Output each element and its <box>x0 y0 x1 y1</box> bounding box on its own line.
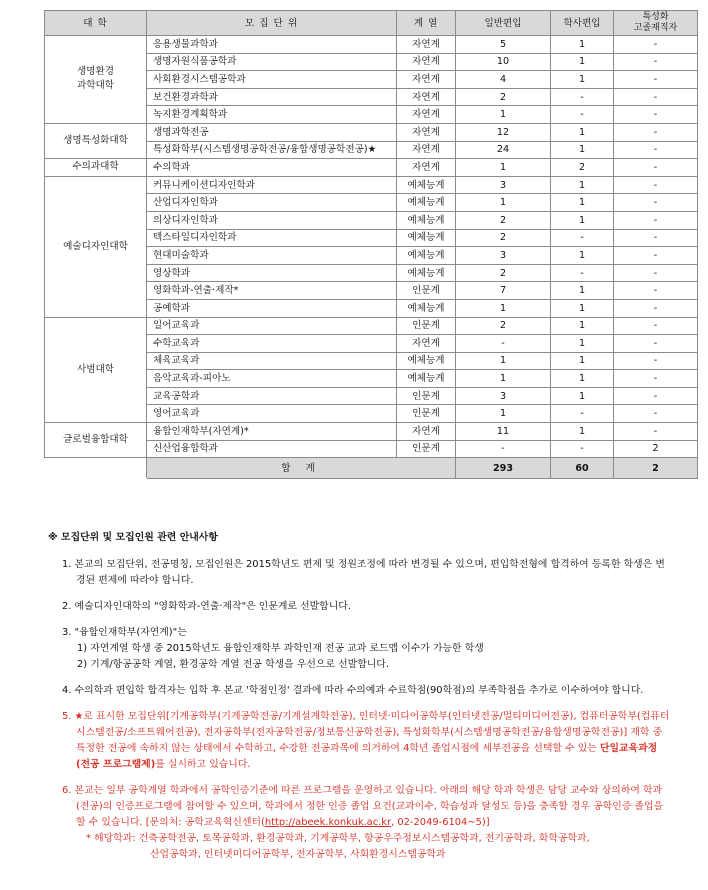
bachelor-count-cell: - <box>551 440 614 458</box>
college-cell: 생명환경 과학대학 <box>45 36 147 124</box>
bachelor-count-cell: 1 <box>551 282 614 300</box>
department-cell: 영어교육과 <box>147 405 397 423</box>
bachelor-count-cell: 1 <box>551 123 614 141</box>
abeek-link[interactable]: http://abeek.konkuk.ac.kr <box>264 817 392 828</box>
department-cell: 생명과학전공 <box>147 123 397 141</box>
special-count-cell: - <box>614 317 698 335</box>
general-count-cell: 3 <box>456 247 551 265</box>
general-count-cell: 2 <box>456 229 551 247</box>
bachelor-count-cell: 2 <box>551 159 614 177</box>
field-cell: 자연계 <box>397 53 456 71</box>
note-6-departments <box>48 831 670 863</box>
department-cell: 녹지환경계획학과 <box>147 106 397 124</box>
department-cell: 산업디자인학과 <box>147 194 397 212</box>
table-row <box>45 176 698 194</box>
general-count-cell: 1 <box>456 299 551 317</box>
notes-title: ※ 모집단위 및 모집인원 관련 안내사항 <box>48 532 218 543</box>
special-count-cell: - <box>614 141 698 159</box>
department-cell: 의상디자인학과 <box>147 211 397 229</box>
bachelor-count-cell: 1 <box>551 71 614 89</box>
department-cell: 신산업융합학과 <box>147 440 397 458</box>
general-count-cell: 4 <box>456 71 551 89</box>
special-count-cell: - <box>614 53 698 71</box>
field-cell: 예체능계 <box>397 352 456 370</box>
total-label: 합 계 <box>147 458 456 479</box>
department-cell: 교육공학과 <box>147 387 397 405</box>
general-count-cell: 1 <box>456 370 551 388</box>
field-cell: 예체능계 <box>397 211 456 229</box>
note-6-departments-line-2: 산업공학과, 인터넷미디어공학부, 전자공학부, 사회환경시스템공학과 <box>150 849 446 860</box>
department-cell: 음악교육과-피아노 <box>147 370 397 388</box>
department-cell: 수의학과 <box>147 159 397 177</box>
general-count-cell: 10 <box>456 53 551 71</box>
table-row <box>45 123 698 141</box>
special-count-cell: - <box>614 405 698 423</box>
bachelor-count-cell: 1 <box>551 352 614 370</box>
general-count-cell: 1 <box>456 159 551 177</box>
field-cell: 예체능계 <box>397 229 456 247</box>
field-cell: 예체능계 <box>397 370 456 388</box>
field-cell: 자연계 <box>397 36 456 54</box>
field-cell: 자연계 <box>397 106 456 124</box>
special-count-cell: - <box>614 71 698 89</box>
bachelor-count-cell: 1 <box>551 317 614 335</box>
field-cell: 자연계 <box>397 335 456 353</box>
note-6-departments-line-1: * 해당학과: 건축공학전공, 토목공학과, 환경공학과, 기계공학부, 항공우주정보시스템공학과, 전기공학과, 화학공학과, <box>86 833 590 844</box>
bachelor-count-cell: 1 <box>551 36 614 54</box>
field-cell: 인문계 <box>397 317 456 335</box>
note-6-text: 6. 본교는 일부 공학계열 학과에서 공학인증기준에 따른 프로그램을 운영하고 있습니다. 아래의 해당 학과 학생은 담당 교수와 상의하여 학과(전공)의 인증프로그램에 참여할 수 있으며, 학과에서 정한 인증 졸업 요건(교과이수, 학습성과 달성도 등)을 충족할 경우 공학인증 졸업을 할 수 있습니다. [문의처: 공학교육혁신센터( <box>62 785 664 828</box>
note-6 <box>48 783 670 831</box>
bachelor-count-cell: 1 <box>551 194 614 212</box>
field-cell: 자연계 <box>397 159 456 177</box>
college-cell: 글로벌융합대학 <box>45 423 147 458</box>
special-count-cell: - <box>614 194 698 212</box>
notes-section <box>48 530 670 863</box>
header-bachelor: 학사편입 <box>551 11 614 36</box>
field-cell: 예체능계 <box>397 194 456 212</box>
special-count-cell: - <box>614 88 698 106</box>
bachelor-count-cell: 1 <box>551 53 614 71</box>
table-header-row <box>45 11 698 36</box>
bachelor-count-cell: 1 <box>551 299 614 317</box>
department-cell: 체육교육과 <box>147 352 397 370</box>
note-5-text: 5. ★로 표시한 모집단위[기계공학부(기계공학전공/기계설계학전공), 인터넷·미디어공학부(인터넷전공/멀티미디어전공), 컴퓨터공학부(컴퓨터시스템전공/소프트웨어전공), 전자공학부(전자공학전공/정보통신공학전공), 특성화학부(시스템생명공학전공/융합생명공학전공)] 재학 중 특정한 전공에 속하지 않는 상태에서 수학하고, 수강한 전공과목에 의거하여 4학년 졸업시점에 세부전공을 선택할 수 있는 <box>62 711 670 754</box>
bachelor-count-cell: 1 <box>551 370 614 388</box>
general-count-cell: 11 <box>456 423 551 441</box>
table-row <box>45 36 698 54</box>
special-count-cell: - <box>614 282 698 300</box>
header-college: 대 학 <box>45 11 147 36</box>
field-cell: 자연계 <box>397 88 456 106</box>
total-special-cell: 2 <box>614 458 698 479</box>
general-count-cell: 1 <box>456 405 551 423</box>
field-cell: 예체능계 <box>397 176 456 194</box>
note-5 <box>48 709 670 773</box>
special-count-cell: - <box>614 123 698 141</box>
general-count-cell: 3 <box>456 387 551 405</box>
field-cell: 자연계 <box>397 71 456 89</box>
bachelor-count-cell: - <box>551 229 614 247</box>
admission-quota-table <box>44 10 698 479</box>
field-cell: 자연계 <box>397 123 456 141</box>
header-unit: 모 집 단 위 <box>147 11 397 36</box>
general-count-cell: 2 <box>456 211 551 229</box>
special-count-cell: - <box>614 247 698 265</box>
note-3-heading: 3. "융합인재학부(자연계)"는 <box>62 627 187 638</box>
department-cell: 생명자원식품공학과 <box>147 53 397 71</box>
department-cell: 일어교육과 <box>147 317 397 335</box>
general-count-cell: 1 <box>456 352 551 370</box>
general-count-cell: 12 <box>456 123 551 141</box>
bachelor-count-cell: 1 <box>551 335 614 353</box>
bachelor-count-cell: - <box>551 88 614 106</box>
total-blank-cell <box>45 458 147 479</box>
field-cell: 예체능계 <box>397 299 456 317</box>
bachelor-count-cell: 1 <box>551 387 614 405</box>
department-cell: 사회환경시스템공학과 <box>147 71 397 89</box>
general-count-cell: 1 <box>456 194 551 212</box>
special-count-cell: - <box>614 299 698 317</box>
field-cell: 인문계 <box>397 387 456 405</box>
college-cell: 생명특성화대학 <box>45 123 147 158</box>
field-cell: 자연계 <box>397 423 456 441</box>
note-3-item-2: 2) 기계/항공공학 계열, 환경공학 계열 전공 학생을 우선으로 선발합니다. <box>77 659 389 670</box>
bachelor-count-cell: 1 <box>551 423 614 441</box>
department-cell: 응용생물과학과 <box>147 36 397 54</box>
bachelor-count-cell: 1 <box>551 176 614 194</box>
general-count-cell: 5 <box>456 36 551 54</box>
bachelor-count-cell: - <box>551 264 614 282</box>
special-count-cell: 2 <box>614 440 698 458</box>
note-5-emphasis: 단일교육과정(전공 프로그램제) <box>76 743 658 770</box>
total-general-cell: 293 <box>456 458 551 479</box>
special-count-cell: - <box>614 176 698 194</box>
general-count-cell: 3 <box>456 176 551 194</box>
special-count-cell: - <box>614 352 698 370</box>
department-cell: 특성화학부(시스템생명공학전공/융합생명공학전공)★ <box>147 141 397 159</box>
total-bachelor-cell: 60 <box>551 458 614 479</box>
special-count-cell: - <box>614 387 698 405</box>
table-row <box>45 317 698 335</box>
general-count-cell: 2 <box>456 317 551 335</box>
general-count-cell: - <box>456 335 551 353</box>
general-count-cell: - <box>456 440 551 458</box>
department-cell: 보건환경과학과 <box>147 88 397 106</box>
note-3-item-1: 1) 자연계열 학생 중 2015학년도 융합인재학부 과학인재 전공 교과 로드맵 이수가 가능한 학생 <box>77 643 484 654</box>
header-special: 특성화 고졸재직자 <box>614 11 698 36</box>
department-cell: 공예학과 <box>147 299 397 317</box>
bachelor-count-cell: 1 <box>551 141 614 159</box>
department-cell: 텍스타일디자인학과 <box>147 229 397 247</box>
special-count-cell: - <box>614 335 698 353</box>
note-6-contact: , 02-2049-6104~5)] <box>391 817 490 828</box>
bachelor-count-cell: 1 <box>551 211 614 229</box>
table-row <box>45 423 698 441</box>
note-4: 4. 수의학과 편입학 합격자는 입학 후 본교 '학점인정' 결과에 따라 수의예과 수료학점(90학점)의 부족학점을 추가로 이수하여야 합니다. <box>62 685 644 696</box>
table-row <box>45 159 698 177</box>
general-count-cell: 1 <box>456 106 551 124</box>
department-cell: 현대미술학과 <box>147 247 397 265</box>
bachelor-count-cell: - <box>551 405 614 423</box>
total-row <box>45 458 698 479</box>
note-2: 2. 예술디자인대학의 "영화학과-연출·제작"은 인문계로 선발합니다. <box>62 601 351 612</box>
note-3 <box>48 625 670 673</box>
special-count-cell: - <box>614 106 698 124</box>
college-cell: 예술디자인대학 <box>45 176 147 317</box>
special-count-cell: - <box>614 211 698 229</box>
field-cell: 인문계 <box>397 440 456 458</box>
bachelor-count-cell: 1 <box>551 247 614 265</box>
field-cell: 예체능계 <box>397 264 456 282</box>
field-cell: 자연계 <box>397 141 456 159</box>
department-cell: 융합인재학부(자연계)* <box>147 423 397 441</box>
note-5-end: 를 실시하고 있습니다. <box>155 759 251 770</box>
department-cell: 영상학과 <box>147 264 397 282</box>
table-body <box>45 36 698 479</box>
special-count-cell: - <box>614 423 698 441</box>
general-count-cell: 7 <box>456 282 551 300</box>
header-field: 계 열 <box>397 11 456 36</box>
general-count-cell: 2 <box>456 264 551 282</box>
department-cell: 수학교육과 <box>147 335 397 353</box>
bachelor-count-cell: - <box>551 106 614 124</box>
general-count-cell: 24 <box>456 141 551 159</box>
header-general: 일반편입 <box>456 11 551 36</box>
field-cell: 인문계 <box>397 405 456 423</box>
field-cell: 예체능계 <box>397 247 456 265</box>
note-1: 1. 본교의 모집단위, 전공명칭, 모집인원은 2015학년도 편제 및 정원조정에 따라 변경될 수 있으며, 편입학전형에 합격하여 등록한 학생은 변경된 편제에 따라야 합니다. <box>62 559 665 586</box>
special-count-cell: - <box>614 229 698 247</box>
special-count-cell: - <box>614 264 698 282</box>
college-cell: 수의과대학 <box>45 159 147 177</box>
special-count-cell: - <box>614 370 698 388</box>
college-cell: 사범대학 <box>45 317 147 423</box>
general-count-cell: 2 <box>456 88 551 106</box>
field-cell: 인문계 <box>397 282 456 300</box>
special-count-cell: - <box>614 36 698 54</box>
department-cell: 커뮤니케이션디자인학과 <box>147 176 397 194</box>
special-count-cell: - <box>614 159 698 177</box>
department-cell: 영화학과-연출·제작* <box>147 282 397 300</box>
